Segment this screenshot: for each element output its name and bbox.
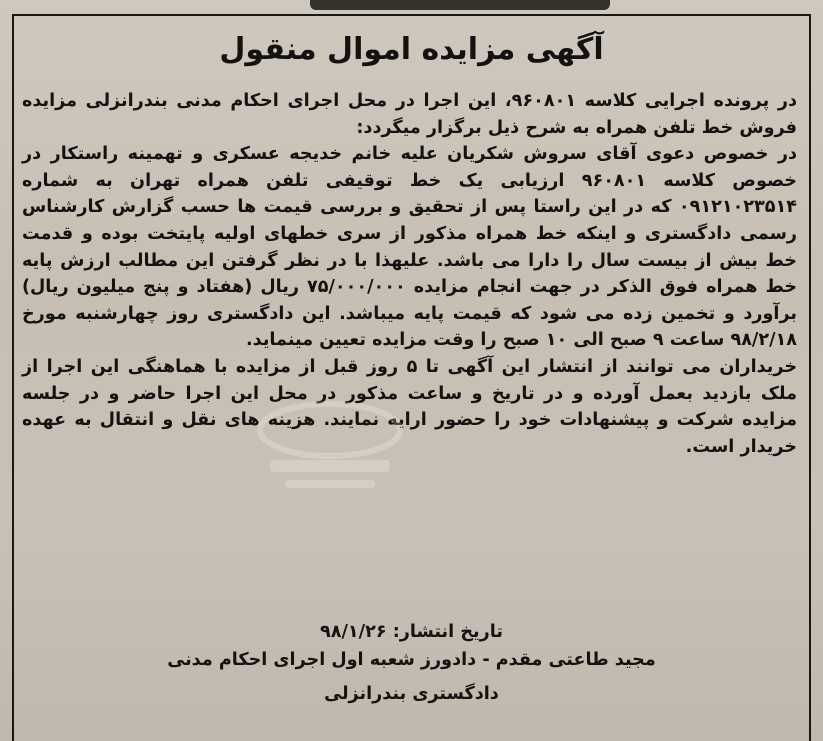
notice-paragraph-intro: در پرونده اجرایی کلاسه ۹۶۰۸۰۱، این اجرا در محل اجرای احکام مدنی بندرانزلی مزایده فروش خط تلفن همراه به شرح ذیل برگزار میگردد: — [22, 91, 797, 138]
signer-line: مجید طاعتی مقدم - دادورز شعبه اول اجرای احکام مدنی — [167, 650, 656, 670]
notice-paragraph-buyers: خریداران می توانند از انتشار این آگهی تا ۵ روز قبل از مزایده با هماهنگی این اجرا از ملک بازدید بعمل آورده و در تاریخ و ساعت مذکور در محل این اجرا حاضر و در جلسه مزایده شرکت و پیشنهادات خود را حضور ارایه نمایند. هزینه های نقل و انتقال به عهده خریدار است. — [22, 356, 797, 457]
torn-top-edge — [310, 0, 610, 10]
notice-paragraph-details: در خصوص دعوی آقای سروش شکریان علیه خانم خدیجه عسکری و تهمینه راستکار در خصوص کلاسه ۹۶۰۸۰۱ ارزیابی یک خط توقیفی تلفن همراه تهران به شماره ۰۹۱۲۱۰۲۳۵۱۴ که در این راستا پس از تحقیق و بررسی قیمت ها حسب گزارش کارشناس رسمی دادگستری و اینکه خط همراه مذکور از سری خطهای اولیه پایتخت بوده و قدمت خط بیش از بیست سال را دارا می باشد. علیهذا با در نظر گرفتن این مطالب ارزش پایه خط همراه فوق الذکر در جهت انجام مزایده ۷۵/۰۰۰/۰۰۰ ریال (هفتاد و پنج میلیون ریال) برآورد و تخمین زده می شود که قیمت پایه میباشد. این دادگستری روز چهارشنبه مورخ ۹۸/۲/۱۸ ساعت ۹ صبح الی ۱۰ صبح را وقت مزایده تعیین مینماید. — [22, 144, 797, 351]
notice-body — [22, 88, 797, 460]
publication-date: تاریخ انتشار: ۹۸/۱/۲۶ — [320, 622, 503, 642]
notice-title: آگهی مزایده اموال منقول — [219, 32, 604, 67]
organization-line: دادگستری بندرانزلی — [324, 684, 499, 704]
